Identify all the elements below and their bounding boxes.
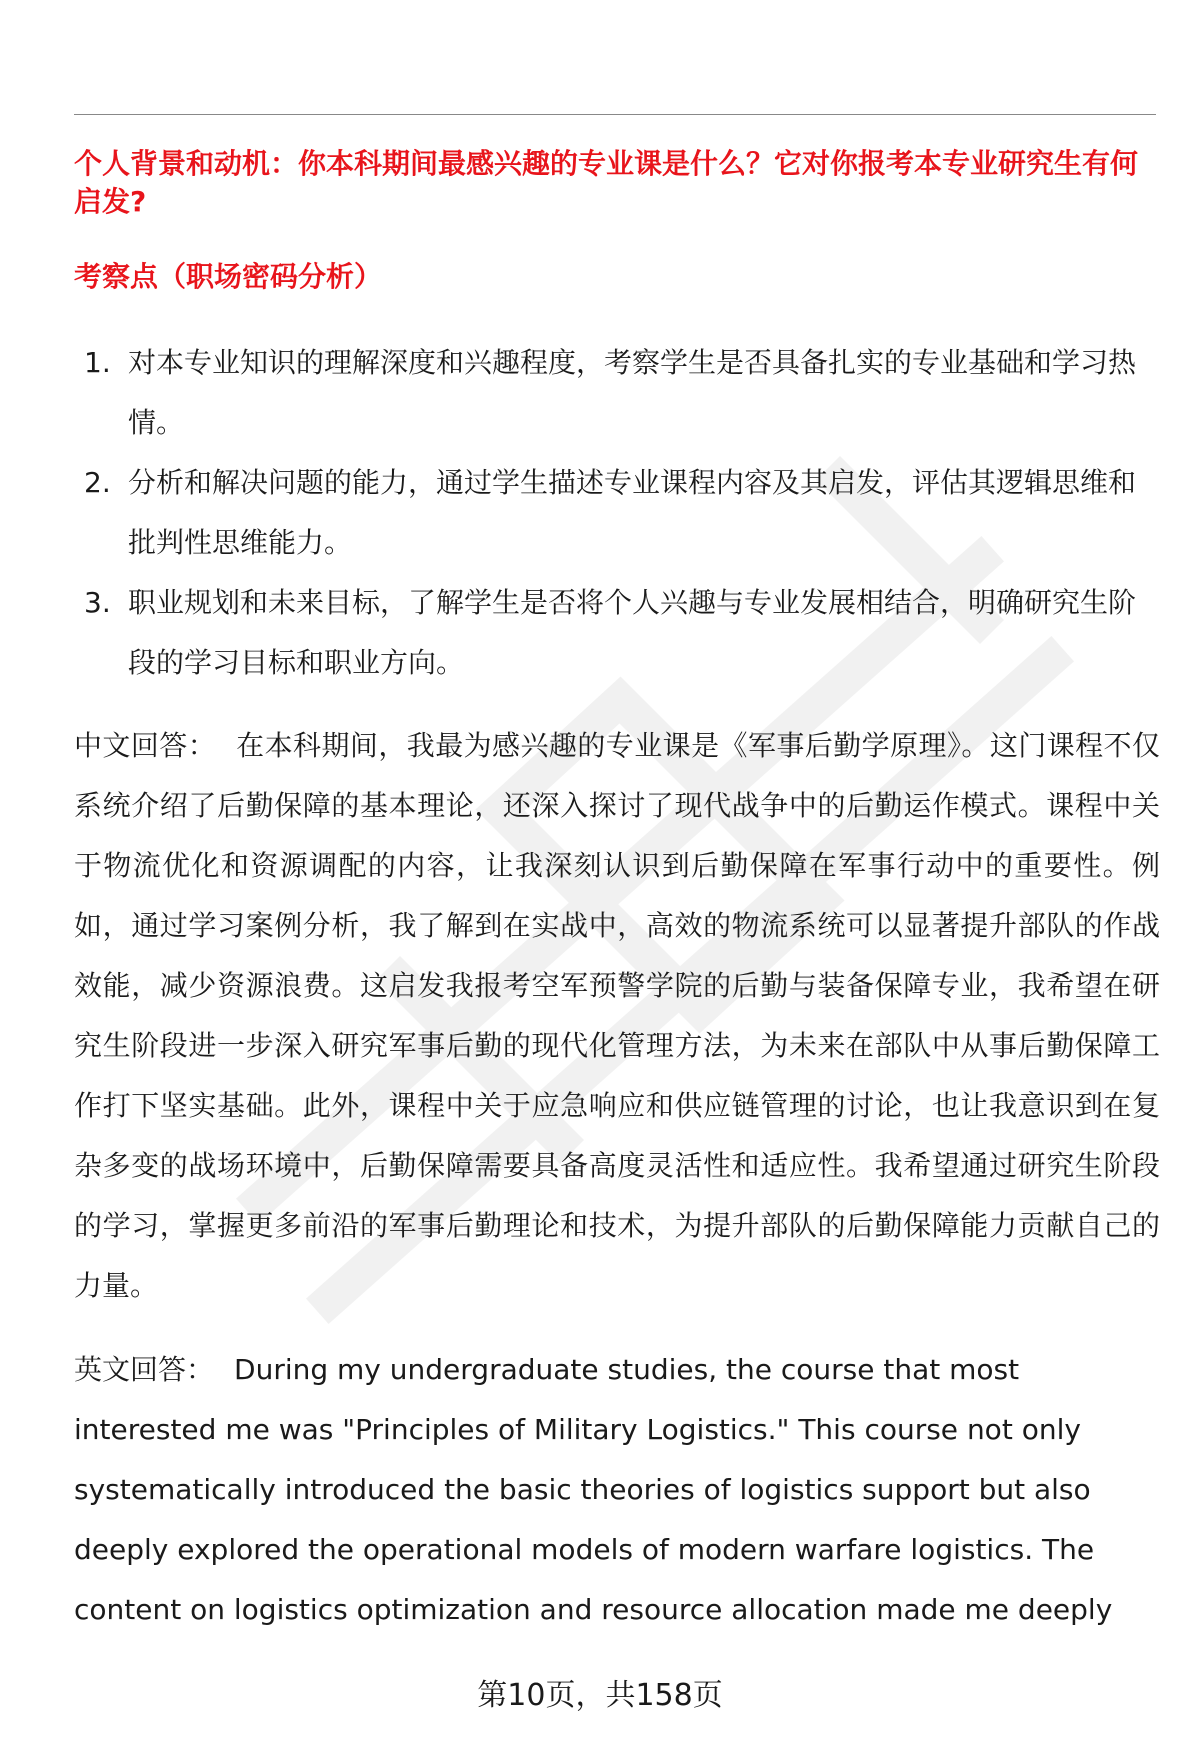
section-heading: 考察点（职场密码分析）	[74, 260, 383, 293]
question-heading: 个人背景和动机：你本科期间最感兴趣的专业课是什么？它对你报考本专业研究生有何启发?	[74, 147, 1139, 218]
chinese-answer	[74, 716, 1160, 1316]
chinese-answer-text: 在本科期间，我最为感兴趣的专业课是《军事后勤学原理》。这门课程不仅系统介绍了后勤保障的基本理论，还深入探讨了现代战争中的后勤运作模式。课程中关于物流优化和资源调配的内容，让我深刻认识到后勤保障在军事行动中的重要性。例如，通过学习案例分析，我了解到在实战中，高效的物流系统可以显著提升部队的作战效能，减少资源浪费。这启发我报考空军预警学院的后勤与装备保障专业，我希望在研究生阶段进一步深入研究军事后勤的现代化管理方法，为未来在部队中从事后勤保障工作打下坚实基础。此外，课程中关于应急响应和供应链管理的讨论，也让我意识到在复杂多变的战场环境中，后勤保障需要具备高度灵活性和适应性。我希望通过研究生阶段的学习，掌握更多前沿的军事后勤理论和技术，为提升部队的后勤保障能力贡献自己的力量。	[74, 729, 1160, 1302]
list-item-number: 2.	[84, 466, 111, 499]
evaluation-points-list	[74, 333, 1144, 693]
list-item	[74, 573, 1144, 693]
list-item	[74, 453, 1144, 573]
list-item-number: 1.	[84, 346, 111, 379]
english-answer-text: During my undergraduate studies, the course that most interested me was "Principles of Military Logistics." This course not only systematically introduced the basic theories of logistics support but also deeply explored the operational models of modern warfare logistics. The content on logistics optimization and resource allocation made me deeply	[74, 1353, 1113, 1626]
list-item-text: 职业规划和未来目标，了解学生是否将个人兴趣与专业发展相结合，明确研究生阶段的学习目标和职业方向。	[128, 586, 1137, 679]
list-item-number: 3.	[84, 586, 111, 619]
list-item-text: 分析和解决问题的能力，通过学生描述专业课程内容及其启发，评估其逻辑思维和批判性思维能力。	[128, 466, 1137, 559]
list-item	[74, 333, 1144, 453]
header-rule	[74, 114, 1156, 115]
page-number-footer: 第10页，共158页	[477, 1678, 723, 1713]
list-item-text: 对本专业知识的理解深度和兴趣程度，考察学生是否具备扎实的专业基础和学习热情。	[128, 346, 1137, 439]
english-answer	[74, 1340, 1134, 1640]
chinese-answer-label: 中文回答：	[74, 729, 217, 762]
english-answer-label: 英文回答：	[74, 1353, 215, 1386]
